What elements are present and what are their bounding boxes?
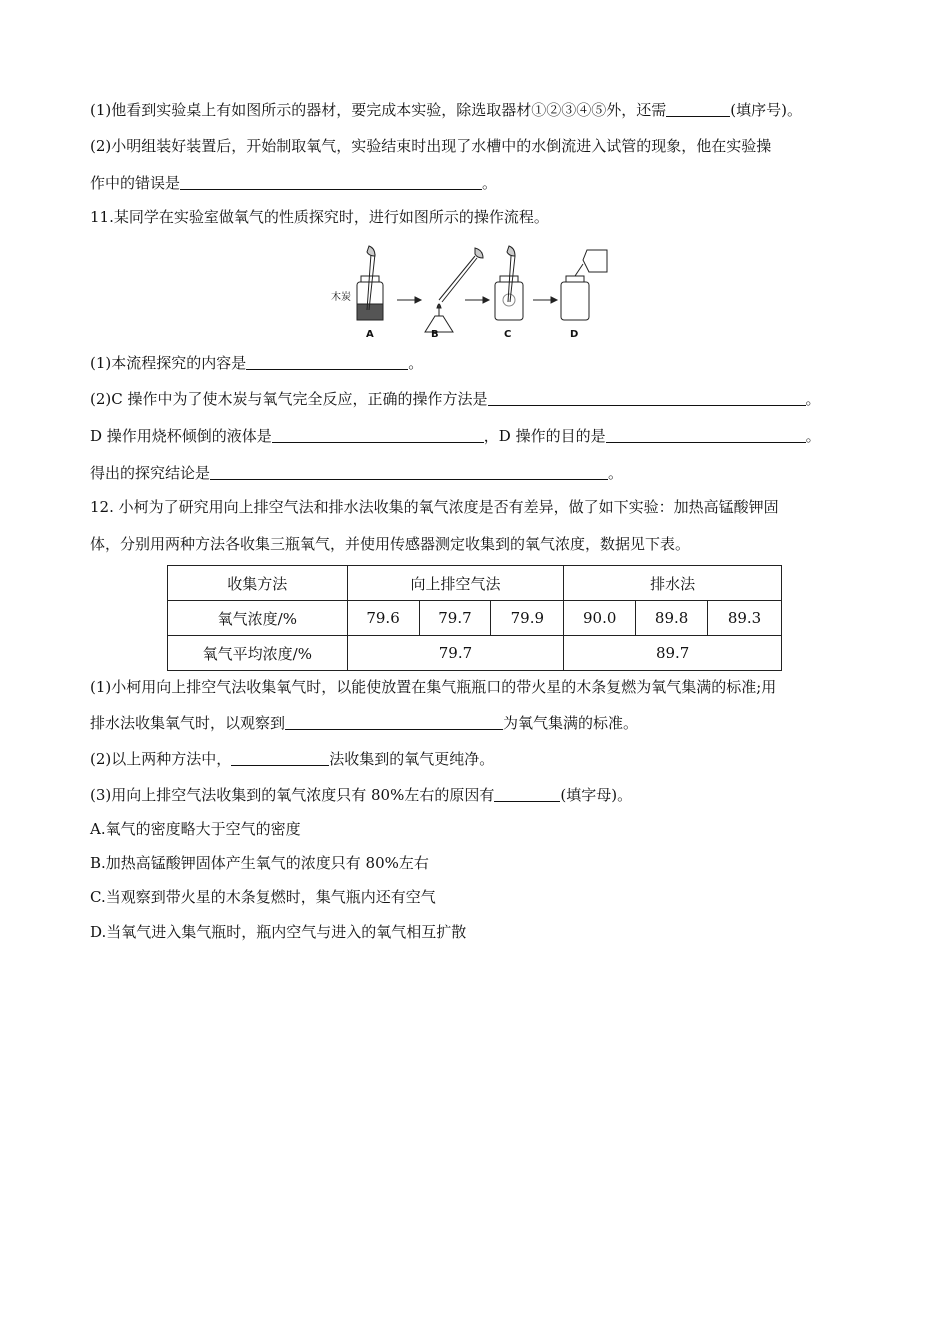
answer-blank[interactable] <box>606 426 806 443</box>
q10-part2-end: 。 <box>482 174 498 192</box>
table-cell: 79.9 <box>491 601 564 636</box>
answer-blank[interactable] <box>488 389 806 406</box>
q12-title-text-1: 12. 小柯为了研究用向上排空气法和排水法收集的氧气浓度是否有差异，做了如下实验：加热高锰酸钾固 <box>90 498 779 516</box>
q11-part2-end: 。 <box>805 390 821 408</box>
step-c-jar-icon <box>495 246 523 320</box>
label-b: B <box>431 329 439 340</box>
label-c: C <box>504 329 512 340</box>
table-cell: 89.8 <box>636 601 708 636</box>
answer-blank[interactable] <box>494 785 560 802</box>
q12-part1-text: (1)小柯用向上排空气法收集氧气时，以能使放置在集气瓶瓶口的带火星的木条复燃为氧气集满的标准;用 <box>90 678 777 696</box>
table-cell: 89.3 <box>708 601 782 636</box>
q11-part1-text: (1)本流程探究的内容是 <box>90 354 247 372</box>
table-cell: 89.7 <box>564 636 782 671</box>
label-a: A <box>366 329 374 340</box>
header-method: 收集方法 <box>168 566 348 601</box>
q12-part1-end: 为氧气集满的标准。 <box>503 714 639 732</box>
q11-part2 <box>90 388 821 410</box>
q12-part3-text-a: (3)用向上排空气法收集到的氧气浓度只有 80%左右的原因有 <box>90 786 495 804</box>
step-b-alcohol-lamp-icon <box>425 248 483 332</box>
header-water: 排水法 <box>564 566 782 601</box>
step-a-jar-icon <box>357 246 383 320</box>
q12-part2-text-b: 法收集到的氧气更纯净。 <box>329 750 495 768</box>
q12-title-text-2: 体，分别用两种方法各收集三瓶氧气，并使用传感器测定收集到的氧气浓度，数据见下表。 <box>90 535 691 553</box>
option-b: B.加热高锰酸钾固体产生氧气的浓度只有 80%左右 <box>90 854 429 872</box>
answer-blank[interactable] <box>246 353 408 370</box>
q12-part1 <box>90 676 776 698</box>
answer-blank[interactable] <box>210 463 608 480</box>
q10-part2-cont <box>90 172 497 194</box>
oxygen-concentration-table <box>167 565 782 671</box>
q12-title-line1 <box>90 496 779 518</box>
q11-title-text: 11.某同学在实验室做氧气的性质探究时，进行如图所示的操作流程。 <box>90 208 549 226</box>
q11-part4-text: 得出的探究结论是 <box>90 464 211 482</box>
q12-part2 <box>90 748 494 770</box>
table-row <box>168 566 782 601</box>
q10-part2-text: (2)小明组装好装置后，开始制取氧气，实验结束时出现了水槽中的水倒流进入试管的现象，他在实验操 <box>90 137 772 155</box>
option-a: A.氧气的密度略大于空气的密度 <box>90 820 301 838</box>
experiment-flow-figure <box>325 242 625 342</box>
answer-blank[interactable] <box>231 749 329 766</box>
q11-part3 <box>90 425 821 447</box>
q10-part1-text: (1)他看到实验桌上有如图所示的器材，要完成本实验，除选取器材①②③④⑤外，还需 <box>90 101 667 119</box>
answer-blank[interactable] <box>272 426 484 443</box>
q12-part2-text-a: (2)以上两种方法中， <box>90 750 232 768</box>
q10-part1 <box>90 99 802 121</box>
q12-part3 <box>90 784 632 806</box>
q10-part2 <box>90 135 771 157</box>
q11-part4 <box>90 462 623 484</box>
q11-part4-end: 。 <box>608 464 624 482</box>
label-d: D <box>570 329 579 340</box>
q12-part1-cont-text: 排水法收集氧气时，以观察到 <box>90 714 286 732</box>
step-d-jar-beaker-icon <box>561 250 607 320</box>
q11-part2-text: (2)C 操作中为了使木炭与氧气完全反应，正确的操作方法是 <box>90 390 488 408</box>
table-cell: 79.7 <box>419 601 491 636</box>
q12-title-line2 <box>90 533 690 555</box>
q10-part2-cont-text: 作中的错误是 <box>90 174 181 192</box>
header-upward-air: 向上排空气法 <box>347 566 564 601</box>
option-d: D.当氧气进入集气瓶时，瓶内空气与进入的氧气相互扩散 <box>90 923 467 941</box>
table-cell: 79.6 <box>347 601 419 636</box>
table-cell: 79.7 <box>347 636 564 671</box>
answer-blank[interactable] <box>180 173 482 190</box>
q12-part3-text-b: (填字母)。 <box>560 786 633 804</box>
row-label-average: 氧气平均浓度/% <box>168 636 348 671</box>
table-row <box>168 636 782 671</box>
q12-part1-cont <box>90 712 638 734</box>
q11-title <box>90 206 549 228</box>
q11-part3-end: 。 <box>805 427 821 445</box>
q11-part1 <box>90 352 423 374</box>
answer-blank[interactable] <box>285 713 503 730</box>
q11-part3-text-a: D 操作用烧杯倾倒的液体是 <box>90 427 272 445</box>
table-row <box>168 601 782 636</box>
q11-part1-end: 。 <box>408 354 424 372</box>
q10-part1-tail: (填序号)。 <box>730 101 802 119</box>
charcoal-label: 木炭 <box>331 292 351 303</box>
table-cell: 90.0 <box>564 601 636 636</box>
row-label-concentration: 氧气浓度/% <box>168 601 348 636</box>
answer-blank[interactable] <box>666 100 730 117</box>
q11-part3-text-b: ，D 操作的目的是 <box>483 427 606 445</box>
option-c: C.当观察到带火星的木条复燃时，集气瓶内还有空气 <box>90 888 436 906</box>
